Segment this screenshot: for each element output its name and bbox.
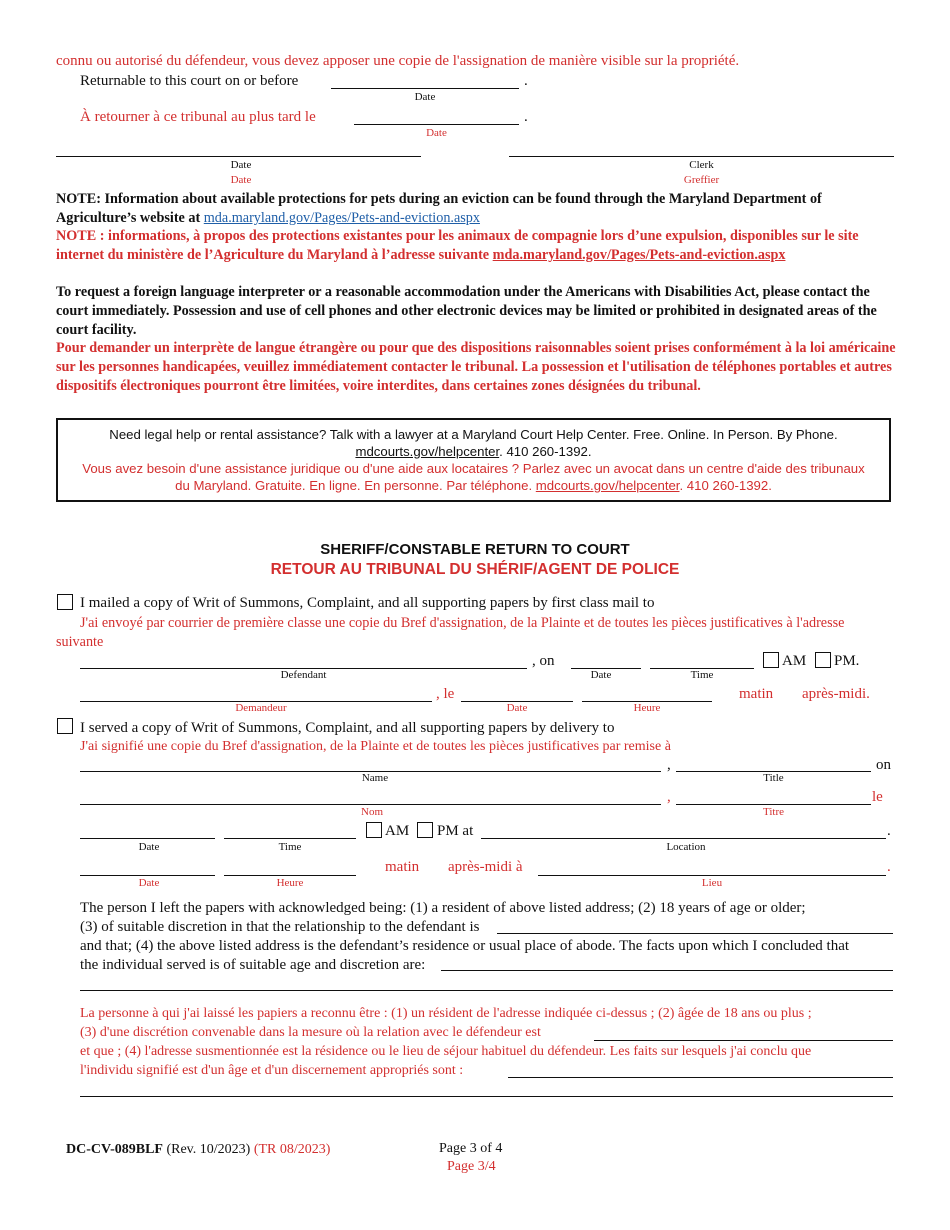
help-center-link[interactable]: mdcourts.gov/helpcenter [355,444,500,459]
clerk-caption: Clerk [689,159,714,171]
date-caption-fr: Date [426,127,447,139]
served-checkbox[interactable] [57,718,73,734]
relationship-field[interactable] [497,933,893,934]
le-label: le [872,789,883,805]
relationship-field-fr[interactable] [594,1040,893,1041]
help-phone: . 410 260-1392. [499,444,592,459]
served-time-field-fr[interactable] [224,875,356,876]
served-time-caption: Time [278,841,302,853]
location-caption: Location [666,841,706,853]
comma: , [667,757,671,773]
served-text: I served a copy of Writ of Summons, Complaint, and all supporting papers by delivery to [80,720,615,736]
demandeur-caption: Demandeur [235,702,287,714]
ack-fr-line2: (3) d'une discrétion convenable dans la mesure où la relation avec le défendeur est [80,1025,541,1040]
interpreter-note-en: To request a foreign language interpreter or a reasonable accommodation under the Americans with Disabilities Act, please contact the court immediately. Possession and use of cell phones and other electronic devices may be limited or prohibited in designated areas of the court facility. [56,284,877,338]
titre-caption: Titre [763,806,784,818]
title-caption: Title [763,772,784,784]
served-date-field[interactable] [80,838,215,839]
served-date-field-fr[interactable] [80,875,215,876]
legal-help-box [56,418,891,502]
help-en-line1: Need legal help or rental assistance? Talk with a lawyer at a Maryland Court Help Center. Free. Online. In Person. By Phone. [109,427,838,442]
served-pm-checkbox[interactable] [417,822,433,838]
pets-link-fr[interactable]: mda.maryland.gov/Pages/Pets-and-eviction.aspx [492,247,786,263]
period: . [887,859,891,875]
clerk-signature-field[interactable] [509,156,894,157]
page-number-fr: Page 3/4 [447,1159,496,1174]
returnable-date-field[interactable] [331,88,519,89]
pets-note-en [56,190,896,228]
clerk-caption-fr: Greffier [683,174,720,186]
help-fr-text: du Maryland. Gratuite. En ligne. En personne. Par téléphone. [175,478,533,493]
help-phone-fr: . 410 260-1392. [679,478,772,493]
date-caption-fr: Date [506,702,528,714]
pets-note-fr [56,227,896,265]
period: . [887,823,891,839]
returnable-label: Returnable to this court on or before [80,73,299,89]
form-id-line [66,1142,330,1158]
section-title-fr: RETOUR AU TRIBUNAL DU SHÉRIF/AGENT DE POLICE [270,561,680,578]
pm-at-label: PM at [437,823,474,839]
ack-fr-line1: La personne à qui j'ai laissé les papiers a reconnu être : (1) un résident de l'adresse indiquée ci-dessus ; (2) âgée de 18 ans ou plus ; [80,1006,812,1021]
am-label: AM [782,653,807,669]
mail-time-caption: Time [690,669,714,681]
pets-note-text: NOTE: Information about available protections for pets during an eviction can be found through the Maryland Department of Agriculture’s website at [56,191,822,226]
facts-field[interactable] [441,970,893,971]
revision: (Rev. 10/2023) [166,1142,251,1157]
served-titre-field[interactable] [676,804,871,805]
sig-date-caption: Date [230,159,252,171]
comma-on: , on [532,653,555,669]
heure-caption: Heure [633,702,661,714]
mailed-checkbox[interactable] [57,594,73,610]
period: . [524,109,528,125]
returnable-date-field-fr[interactable] [354,124,519,125]
comma-le: , le [436,686,455,702]
section-title: SHERIFF/CONSTABLE RETURN TO COURT [320,541,630,558]
served-date-caption: Date [138,841,160,853]
interpreter-note-fr: Pour demander un interprète de langue étrangère ou pour que des dispositions raisonnables soient prises conformément à la loi américaine sur les personnes handicapées, veuillez immédiatement contacter le tribunal. La possession et l'utilisation de téléphones portables et autres dispositifs électroniques pourront être limitées, voire interdites, dans certaines zones désignées du tribunal. [56,340,896,394]
facts-field-fr-2[interactable] [80,1096,893,1097]
defendant-caption: Defendant [280,669,327,681]
page-number: Page 3 of 4 [439,1141,503,1156]
mail-date-caption: Date [590,669,612,681]
nom-caption: Nom [361,806,383,818]
returnable-label-fr: À retourner à ce tribunal au plus tard le [80,109,316,125]
served-location-field[interactable] [481,838,886,839]
pets-link[interactable]: mda.maryland.gov/Pages/Pets-and-eviction.aspx [203,210,480,226]
on-label: on [876,757,891,773]
served-heure-caption: Heure [276,877,304,889]
signature-date-field[interactable] [56,156,421,157]
apres-midi-a-label: après-midi à [448,859,523,875]
ack-en-line2: (3) of suitable discretion in that the relationship to the defendant is [80,919,480,935]
pm-label: PM. [834,653,860,669]
mail-pm-checkbox[interactable] [815,652,831,668]
pets-note-text-fr: NOTE : informations, à propos des protections existantes pour les animaux de compagnie lors d’une expulsion, disponibles sur le site internet du ministère de l’Agriculture du Maryland à l’adresse suivante [56,228,859,263]
ack-en-line4: the individual served is of suitable age and discretion are: [80,957,426,973]
mailed-text: I mailed a copy of Writ of Summons, Complaint, and all supporting papers by first class mail to [80,595,655,611]
served-am-checkbox[interactable] [366,822,382,838]
help-fr-line2 [58,477,889,494]
ack-fr-line4: l'individu signifié est d'un âge et d'un discernement appropriés sont : [80,1063,464,1078]
help-en-line2 [58,443,889,460]
form-id: DC-CV-089BLF [66,1142,163,1157]
matin-label: matin [385,859,420,875]
sig-date-caption-fr: Date [230,174,252,186]
mailed-text-fr: J'ai envoyé par courrier de première classe une copie du Bref d'assignation, de la Plainte et de toutes les pièces justificatives à l'adresse suivante [56,615,845,650]
served-lieu-field[interactable] [538,875,886,876]
period: . [524,73,528,89]
comma: , [667,789,671,805]
facts-field-2[interactable] [80,990,893,991]
help-fr-line1: Vous avez besoin d'une assistance juridique ou d'une aide aux locataires ? Parlez avec un avocat dans un centre d'aide des tribunaux [82,461,865,476]
name-caption: Name [361,772,389,784]
ack-fr-line3: et que ; (4) l'adresse susmentionnée est la résidence ou le lieu de séjour habituel du défendeur. Les faits sur lesquels j'ai conclu que [80,1044,812,1059]
date-caption: Date [414,91,436,103]
served-text-fr: J'ai signifié une copie du Bref d'assignation, de la Plainte et de toutes les pièces justificatives par remise à [80,739,671,754]
am-label: AM [385,823,410,839]
facts-field-fr[interactable] [508,1077,893,1078]
ack-en-line3: and that; (4) the above listed address is the defendant’s residence or usual place of abode. The facts upon which I concluded that [80,938,850,954]
mail-am-checkbox[interactable] [763,652,779,668]
served-date-caption-fr: Date [138,877,160,889]
served-nom-field[interactable] [80,804,661,805]
apres-midi-label: après-midi. [802,686,870,702]
served-time-field[interactable] [224,838,356,839]
french-continued-text: connu ou autorisé du défendeur, vous devez apposer une copie de l'assignation de manière visible sur la propriété. [56,53,740,69]
help-center-link-fr[interactable]: mdcourts.gov/helpcenter [535,478,680,493]
lieu-caption: Lieu [701,877,723,889]
matin-label: matin [739,686,774,702]
ack-en-line1: The person I left the papers with acknowledged being: (1) a resident of above listed address; (2) 18 years of age or older; [80,900,806,916]
translation-date: (TR 08/2023) [253,1142,331,1157]
